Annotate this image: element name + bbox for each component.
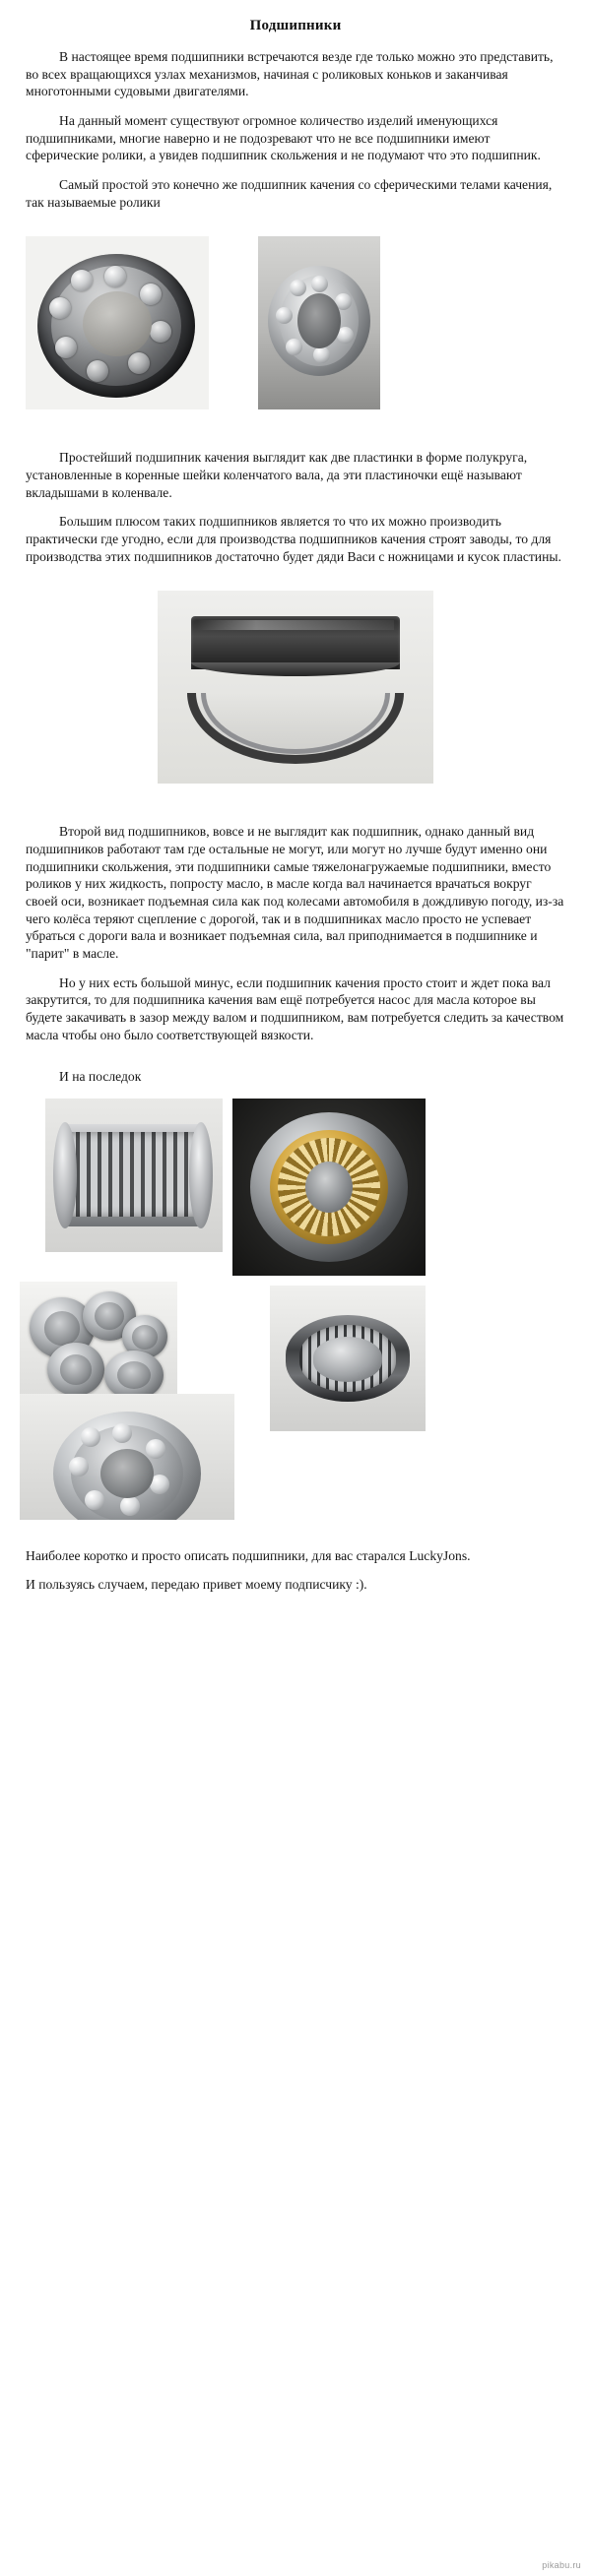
image-angular-contact-ball-bearing: [20, 1394, 234, 1520]
simple-bearing-text-block: [0, 449, 591, 565]
image-plain-bearing-half-shells: [158, 591, 433, 784]
footer-line-1: Наиболее коротко и просто описать подшипники, для вас старался LuckyJons.: [26, 1548, 471, 1564]
watermark: pikabu.ru: [542, 2560, 581, 2570]
paragraph-2: На данный момент существуют огромное количество изделий именующихся подшипниками, многие наверно и не подозревают что не все подшипники имеют сферические ролики, а увидев подшипник скольжения и не подумают что это подшипник.: [26, 113, 541, 163]
image-cylindrical-roller-bearing: [45, 1099, 223, 1252]
image-tapered-roller-bearing: [270, 1286, 426, 1431]
closing-label: И на последок: [59, 1069, 142, 1085]
paragraph-3: Самый простой это конечно же подшипник качения со сферическими телами качения, так называемые ролики: [26, 177, 553, 210]
image-bearing-assortment-pile: [20, 1282, 177, 1408]
image-deep-groove-ball-bearing-grey: [258, 236, 380, 409]
figure-group-ball-bearings: [0, 236, 591, 409]
footer-line-2: И пользуясь случаем, передаю привет моему подписчику :).: [26, 1576, 367, 1592]
paragraph-5: Большим плюсом таких подшипников является то что их можно производить практически где угодно, если для производства подшипников качения строят заводы, то для производства этих подшипников достаточно будет дяди Васи с ножницами и кусок пластины.: [26, 514, 561, 564]
intro-text-block: [0, 48, 591, 211]
image-spherical-roller-bearing-gold: [232, 1099, 426, 1276]
paragraph-1: В настоящее время подшипники встречаются везде где только можно это представить, во всех вращающихся узлах механизмов, начиная с роликовых коньков и заканчивая многотонными судовыми двигателями.: [26, 49, 554, 99]
paragraph-7: Но у них есть большой минус, если подшипник качения просто стоит и ждет пока вал закрутится, то для подшипника качения вам ещё потребуется насос для масла которое вы будете закачивать в зазор между валом и подшипником, вам потребуется следить за качеством масла чтобы оно было соответствующей вязкости.: [26, 974, 564, 1042]
paragraph-6: Второй вид подшипников, вовсе и не выглядит как подшипник, однако данный вид подшипников работают там где остальные не могут, или могут но лучше будут именно они подшипники скольжения, эти подшипники самые тяжелонагружаемые подшипники, вместо роликов у них жидкость, попросту масло, в масле когда вал начинается врачаться вокруг своей оси, возникает подъемная сила как под колесами автомобиля в дождливую погоду, из-за чего колёса теряют сцепление с дорогой, так и в подшипниках масло просто не успевает убраться с дороги вала и возникает подъемная сила, вал приподнимается в подшипнике и "парит" в масле.: [26, 824, 564, 962]
figure-group-bearing-types: [0, 1099, 591, 1522]
page-title: Подшипники: [249, 18, 342, 33]
image-deep-groove-ball-bearing-white: [26, 236, 209, 409]
paragraph-4: Простейший подшипник качения выглядит как две пластинки в форме полукруга, установленные в коренные шейки коленчатого вала, да эти пластиночки ещё называют вкладышами в коленвале.: [26, 450, 528, 500]
figure-plain-bearing: [0, 591, 591, 784]
sliding-bearing-text-block: [0, 823, 591, 1043]
footer-text-block: [0, 1547, 591, 1594]
